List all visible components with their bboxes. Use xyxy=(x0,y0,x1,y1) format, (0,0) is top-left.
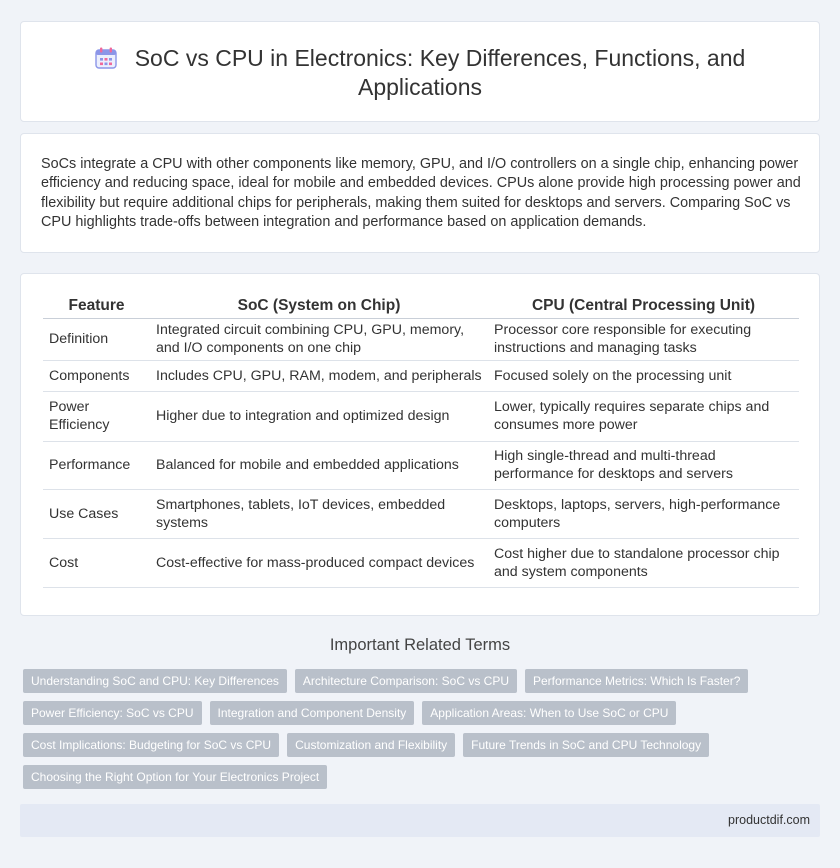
footer-bar xyxy=(20,804,820,837)
title-card xyxy=(20,21,820,122)
tag-row xyxy=(23,701,813,725)
page-title-wrap xyxy=(81,44,759,102)
table-row xyxy=(43,441,799,489)
feature-cell: Performance xyxy=(43,441,150,489)
related-term-tag[interactable]: Customization and Flexibility xyxy=(287,733,455,757)
cpu-cell: Processor core responsible for executing instructions and managing tasks xyxy=(488,318,799,360)
header-cpu: CPU (Central Processing Unit) xyxy=(488,296,799,318)
related-terms-list xyxy=(23,669,813,797)
soc-cell: Integrated circuit combining CPU, GPU, memory, and I/O components on one chip xyxy=(150,318,488,360)
related-term-tag[interactable]: Cost Implications: Budgeting for SoC vs CPU xyxy=(23,733,279,757)
related-term-tag[interactable]: Understanding SoC and CPU: Key Differences xyxy=(23,669,287,693)
related-term-tag[interactable]: Performance Metrics: Which Is Faster? xyxy=(525,669,748,693)
related-term-tag[interactable]: Power Efficiency: SoC vs CPU xyxy=(23,701,202,725)
soc-cell: Smartphones, tablets, IoT devices, embedded systems xyxy=(150,489,488,538)
header-feature: Feature xyxy=(43,296,150,318)
related-terms-heading: Important Related Terms xyxy=(329,636,511,654)
cpu-cell: Cost higher due to standalone processor chip and system components xyxy=(488,538,799,587)
comparison-card xyxy=(20,273,820,616)
feature-cell: Components xyxy=(43,360,150,391)
page-title: SoC vs CPU in Electronics: Key Differences, Functions, and Applications xyxy=(134,45,746,100)
intro-paragraph: SoCs integrate a CPU with other components like memory, GPU, and I/O controllers on a single chip, enhancing power efficiency and reducing space, ideal for mobile and embedded devices. CPUs alone provide high processing power and flexibility but require additional chips for peripherals, making them suited for desktops and servers. Comparing SoC vs CPU highlights trade-offs between integration and performance based on application demands. xyxy=(41,156,801,231)
table-row xyxy=(43,538,799,587)
table-row xyxy=(43,360,799,391)
table-row xyxy=(43,391,799,441)
tag-row xyxy=(23,733,813,757)
related-term-tag[interactable]: Future Trends in SoC and CPU Technology xyxy=(463,733,709,757)
table-row xyxy=(43,318,799,360)
tag-row xyxy=(23,669,813,693)
cpu-cell: Focused solely on the processing unit xyxy=(488,360,799,391)
soc-cell: Cost-effective for mass-produced compact devices xyxy=(150,538,488,587)
cpu-cell: Desktops, laptops, servers, high-performance computers xyxy=(488,489,799,538)
feature-cell: Use Cases xyxy=(43,489,150,538)
footer-site-link[interactable]: productdif.com xyxy=(728,813,810,827)
soc-cell: Includes CPU, GPU, RAM, modem, and peripherals xyxy=(150,360,488,391)
calendar-icon xyxy=(95,47,117,69)
related-term-tag[interactable]: Application Areas: When to Use SoC or CPU xyxy=(422,701,676,725)
tag-row xyxy=(23,765,813,789)
related-term-tag[interactable]: Choosing the Right Option for Your Electronics Project xyxy=(23,765,327,789)
soc-cell: Balanced for mobile and embedded applications xyxy=(150,441,488,489)
comparison-table xyxy=(43,296,799,588)
feature-cell: Cost xyxy=(43,538,150,587)
related-term-tag[interactable]: Architecture Comparison: SoC vs CPU xyxy=(295,669,517,693)
header-soc: SoC (System on Chip) xyxy=(150,296,488,318)
feature-cell: Power Efficiency xyxy=(43,391,150,441)
table-header-row xyxy=(43,296,799,318)
cpu-cell: Lower, typically requires separate chips and consumes more power xyxy=(488,391,799,441)
intro-card xyxy=(20,133,820,253)
cpu-cell: High single-thread and multi-thread performance for desktops and servers xyxy=(488,441,799,489)
related-term-tag[interactable]: Integration and Component Density xyxy=(210,701,415,725)
feature-cell: Definition xyxy=(43,318,150,360)
table-row xyxy=(43,489,799,538)
soc-cell: Higher due to integration and optimized design xyxy=(150,391,488,441)
